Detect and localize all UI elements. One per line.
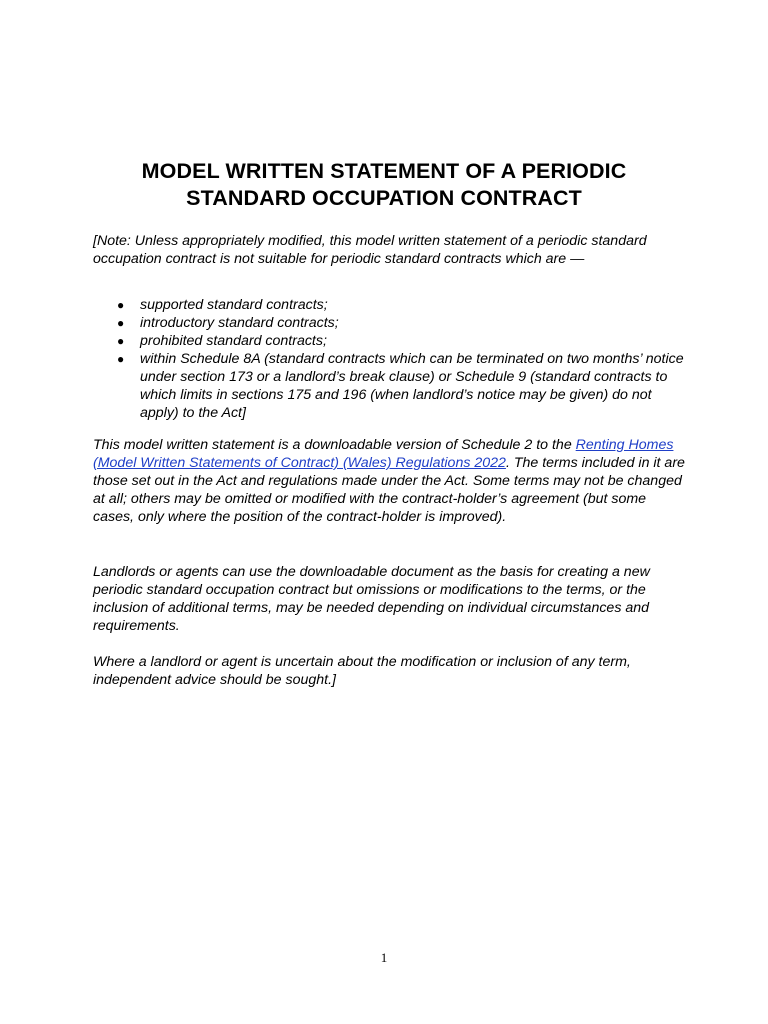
- list-item-text: supported standard contracts;: [140, 297, 328, 313]
- paragraph-landlords-agents: Landlords or agents can use the downloadable document as the basis for creating a new periodic standard occupation contract but omissions or modifications to the terms, or the inclusion of additional terms, may be needed depending on individual circumstances and requirements.: [93, 564, 650, 634]
- bullet-icon: ●: [117, 334, 125, 348]
- list-item-text: introductory standard contracts;: [140, 315, 339, 331]
- bullet-icon: ●: [117, 298, 125, 312]
- bullet-icon: ●: [117, 316, 125, 330]
- paragraph-text: . The terms included in it are those set out in the Act and regulations made under the Act. Some terms may not be changed at all; others may be omitted or modified with the contract-holder’s agreement (but some cases, only where the position of the contract-holder is improved).: [93, 455, 685, 525]
- title-line-1: MODEL WRITTEN STATEMENT OF A PERIODIC: [141, 159, 627, 183]
- page-number: 1: [380, 950, 388, 965]
- paragraph-independent-advice: Where a landlord or agent is uncertain about the modification or inclusion of any term, independent advice should be sought.]: [93, 654, 631, 688]
- list-item: [93, 314, 685, 332]
- paragraph-text: This model written statement is a downloadable version of Schedule 2 to the: [93, 437, 576, 453]
- list-item-text: prohibited standard contracts;: [140, 333, 327, 349]
- list-item: [93, 350, 685, 422]
- title-line-2: STANDARD OCCUPATION CONTRACT: [186, 186, 582, 210]
- list-item: [93, 296, 685, 314]
- document-title: [60, 158, 708, 212]
- list-item: [93, 332, 685, 350]
- bullet-icon: ●: [117, 352, 125, 366]
- paragraph-downloadable-version: [93, 436, 685, 526]
- regulations-link[interactable]: Renting Homes (Model Written Statements of Contract) (Wales) Regulations 2022: [93, 437, 674, 471]
- list-item-text: within Schedule 8A (standard contracts which can be terminated on two months’ notice under section 173 or a landlord’s break clause) or Schedule 9 (standard contracts to which limits in sections 175 and 196 (when landlord’s notice may be given) do not apply) to the Act]: [140, 351, 684, 421]
- note-intro: [Note: Unless appropriately modified, this model written statement of a periodic standard occupation contract is not suitable for periodic standard contracts which are —: [93, 233, 647, 267]
- excluded-contracts-list: [93, 296, 685, 422]
